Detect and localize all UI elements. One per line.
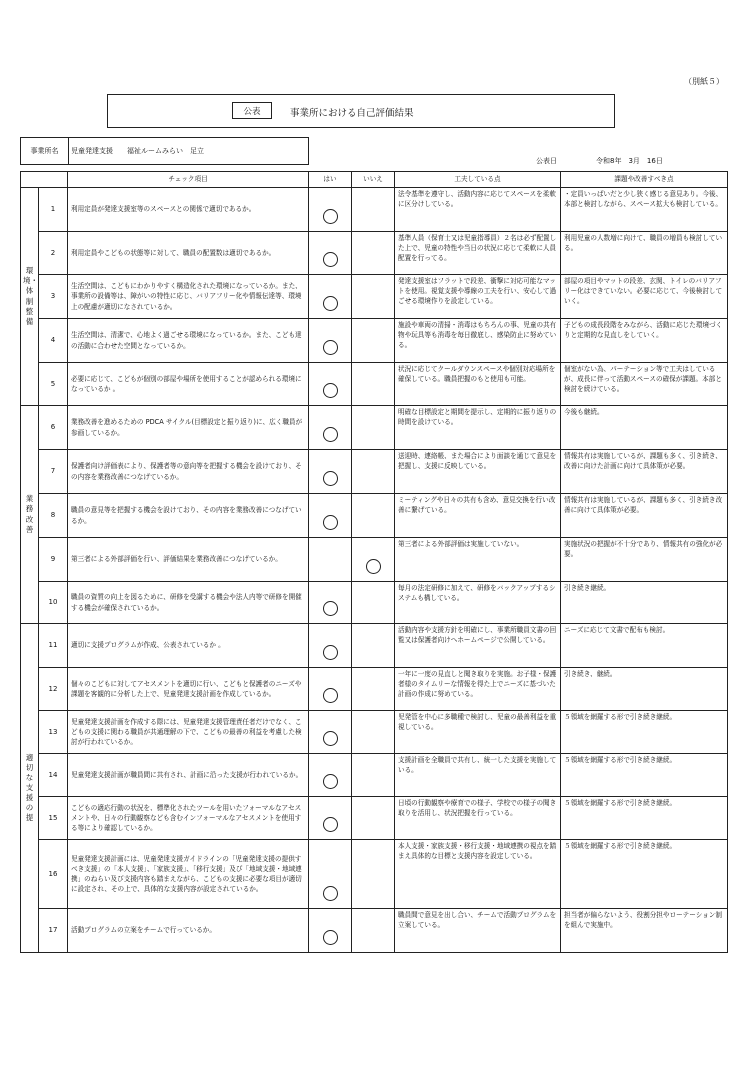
no-cell [352, 797, 395, 840]
effort-text: 日頃の行動観察や療育での様子、学校での様子の聞き取りを活用し、状況把握を行っている。 [395, 797, 561, 840]
category-label: 適切な支援の提 [21, 624, 39, 953]
office-box [20, 137, 309, 165]
row-number: 11 [39, 624, 68, 668]
circle-mark [323, 383, 338, 398]
yes-cell [309, 754, 352, 797]
no-cell [352, 582, 395, 624]
row-number: 15 [39, 797, 68, 840]
circle-mark [366, 559, 381, 574]
check-item: こどもの適応行動の状況を、標準化されたツールを用いたフォーマルなアセスメントや、日々の行動観察なども含むインフォーマルなアセスメントを使用する等により確認しているか。 [68, 797, 309, 840]
circle-mark [323, 731, 338, 746]
yes-cell [309, 624, 352, 668]
no-cell [352, 275, 395, 319]
table-row [21, 797, 728, 840]
check-item: 保護者向け評価表により、保護者等の意向等を把握する機会を設けており、その内容を業務改善につなげているか。 [68, 450, 309, 494]
effort-text: 毎月の法定研修に加えて、研修をバックアップするシステムも構している。 [395, 582, 561, 624]
effort-text: 一年に一度の見直しと聞き取りを実施。お子様・保護者様のタイムリーな情報を得た上でニーズに基づいた計画の作成に努めている。 [395, 668, 561, 711]
check-item: 児童発達支援計画を作成する際には、児童発達支援管理責任者だけでなく、こどもの支援に関わる職員が共通理解の下で、こどもの最善の利益を考慮した検討が行われているか。 [68, 711, 309, 754]
effort-text: 職員間で意見を出し合い、チームで活動プログラムを立案している。 [395, 909, 561, 953]
circle-mark [323, 688, 338, 703]
effort-text: 施設や車両の清掃・消毒はもちろんの事、児童の共有物や玩具等も消毒を毎日徹底し、感染防止に努めている。 [395, 319, 561, 363]
issue-text: 子どもの成長段階をみながら、活動に応じた環境づくりと定期的な見直しをしていく。 [561, 319, 728, 363]
table-row [21, 363, 728, 406]
effort-text: 基準人員（保育士又は児童指導員）２名は必ず配置した上で、児童の特性や当日の状況に応じて柔軟に人員配置を行ってる。 [395, 232, 561, 275]
row-number: 13 [39, 711, 68, 754]
circle-mark [323, 886, 338, 901]
effort-text: 送迎時、連絡帳、また場合により面談を通じて意見を把握し、支援に反映している。 [395, 450, 561, 494]
yes-cell [309, 494, 352, 538]
check-item: 活動プログラムの立案をチームで行っているか。 [68, 909, 309, 953]
check-item: 生活空間は、こどもにわかりやすく構造化された環境になっているか。また、事業所の設備等は、障がいの特性に応じ、バリアフリー化や情報伝達等、環境上の配慮が適切になされているか。 [68, 275, 309, 319]
issue-text: 情報共有は実施しているが、課題も多く、引き続き、改善に向けた計画に向けて具体策が必要。 [561, 450, 728, 494]
office-name: 児童発達支援 福祉ルームみらい 足立 [71, 147, 204, 155]
circle-mark [323, 471, 338, 486]
row-number: 6 [39, 406, 68, 450]
check-item: 業務改善を進めるための PDCA サイクル(目標設定と振り返り)に、広く職員が参画しているか。 [68, 406, 309, 450]
no-cell [352, 754, 395, 797]
effort-text: 支援計画を全職員で共有し、統一した支援を実施している。 [395, 754, 561, 797]
table-row [21, 319, 728, 363]
header-yes: はい [309, 172, 352, 188]
no-cell [352, 363, 395, 406]
row-number: 5 [39, 363, 68, 406]
row-number: 9 [39, 538, 68, 582]
header-item: チェック項目 [68, 172, 309, 188]
table-row [21, 909, 728, 953]
circle-mark [323, 252, 338, 267]
table-row [21, 840, 728, 909]
yes-cell [309, 840, 352, 909]
effort-text: 法令基準を遵守し、活動内容に応じてスペースを柔軟に区分けしている。 [395, 188, 561, 232]
table-row [21, 275, 728, 319]
row-number: 17 [39, 909, 68, 953]
issue-text: 今後も継続。 [561, 406, 728, 450]
row-number: 14 [39, 754, 68, 797]
check-item: 職員の意見等を把握する機会を設けており、その内容を業務改善につなげているか。 [68, 494, 309, 538]
no-cell [352, 668, 395, 711]
check-item: 利用定員が発達支援室等のスペースとの関係で適切であるか。 [68, 188, 309, 232]
circle-mark [323, 774, 338, 789]
effort-text: 本人支援・家族支援・移行支援・地域連携の視点を踏まえ具体的な目標と支援内容を設定している。 [395, 840, 561, 909]
table-row [21, 668, 728, 711]
header-blank [21, 172, 68, 188]
header-row [21, 172, 728, 188]
issue-text: 利用児童の人数増に向けて、職員の増員も検討している。 [561, 232, 728, 275]
publication-label: 公表日 [536, 157, 557, 165]
yes-cell [309, 909, 352, 953]
row-number: 8 [39, 494, 68, 538]
circle-mark [323, 645, 338, 660]
yes-cell [309, 319, 352, 363]
table-row [21, 754, 728, 797]
issue-text: 引き続き、継続。 [561, 668, 728, 711]
check-item: 児童発達支援計画には、児童発達支援ガイドラインの「児童発達支援の提供すべき支援」の「本人支援」、「家族支援」、「移行支援」及び「地域支援・地域連携」のねらい及び支援内容も踏まえながら、こどもの支援に必要な項目が適切に設定され、その上で、具体的な支援内容が設定されているか。 [68, 840, 309, 909]
row-number: 3 [39, 275, 68, 319]
check-item: 適切に支援プログラムが作成、公表されているか 。 [68, 624, 309, 668]
issue-text: 個室がない為、パーテーション等で工夫はしているが、成長に伴って活動スペースの確保が課題。本部と検討を続けている。 [561, 363, 728, 406]
yes-cell [309, 538, 352, 582]
table-row [21, 711, 728, 754]
effort-text: ミーティングや日々の共有も含め、意見交換を行い改善に繋げている。 [395, 494, 561, 538]
issue-text: ５領域を網羅する形で引き続き継続。 [561, 711, 728, 754]
table-row [21, 494, 728, 538]
no-cell [352, 319, 395, 363]
check-item: 第三者による外部評価を行い、評価結果を業務改善につなげているか。 [68, 538, 309, 582]
no-cell [352, 232, 395, 275]
issue-text: 情報共有は実施しているが、課題も多く、引き続き改善に向けて具体策が必要。 [561, 494, 728, 538]
effort-text: 発達支援室はフラットで段差、衝撃に対応可能なマットを使用。視覚支援や導線の工夫を行い、安心して過ごせる環境作りを設定している。 [395, 275, 561, 319]
table-row [21, 582, 728, 624]
check-item: 個々のこどもに対してアセスメントを適切に行い、こどもと保護者のニーズや課題を客観的に分析した上で、児童発達支援計画を作成しているか。 [68, 668, 309, 711]
circle-mark [323, 930, 338, 945]
circle-mark [323, 601, 338, 616]
effort-text: 状況に応じてクールダウンスペースや個別対応場所を確保している。職員把握のもと使用も可能。 [395, 363, 561, 406]
yes-cell [309, 582, 352, 624]
check-item: 利用定員やこどもの状態等に対して、職員の配置数は適切であるか。 [68, 232, 309, 275]
issue-text: ・定員いっぱいだと少し狭く感じる意見あり。今後、本部と検討しながら、スペース拡大も検討している。 [561, 188, 728, 232]
issue-text: 担当者が偏らないよう、役割分担やローテーション制を組んで実施中。 [561, 909, 728, 953]
effort-text: 児発管を中心に多職種で検討し、児童の最善利益を重視している。 [395, 711, 561, 754]
yes-cell [309, 711, 352, 754]
no-cell [352, 711, 395, 754]
circle-mark [323, 427, 338, 442]
row-number: 1 [39, 188, 68, 232]
publication-date: 令和8年 3月 16日 [596, 157, 663, 165]
issue-text: 引き続き継続。 [561, 582, 728, 624]
check-item: 職員の資質の向上を図るために、研修を受講する機会や法人内等で研修を開催する機会が確保されているか。 [68, 582, 309, 624]
check-item: 児童発達支援計画が職員間に共有され、計画に沿った支援が行われているか。 [68, 754, 309, 797]
no-cell [352, 494, 395, 538]
yes-cell [309, 797, 352, 840]
category-label: 業務改善 [21, 406, 39, 624]
issue-text: 部屋の項目やマットの段差、玄関、トイレのバリアフリー化はできていない。必要に応じて、今後検討していく。 [561, 275, 728, 319]
yes-cell [309, 450, 352, 494]
no-cell [352, 538, 395, 582]
header-no: いいえ [352, 172, 395, 188]
row-number: 10 [39, 582, 68, 624]
header-issue: 課題や改善すべき点 [561, 172, 728, 188]
circle-mark [323, 296, 338, 311]
yes-cell [309, 275, 352, 319]
table-row [21, 406, 728, 450]
yes-cell [309, 188, 352, 232]
no-cell [352, 450, 395, 494]
row-number: 7 [39, 450, 68, 494]
evaluation-table [20, 171, 728, 953]
issue-text: ニーズに応じて文書で配布も検討。 [561, 624, 728, 668]
issue-text: ５領域を網羅する形で引き続き継続。 [561, 754, 728, 797]
effort-text: 明確な目標設定と期間を提示し、定期的に振り返りの時間を設けている。 [395, 406, 561, 450]
issue-text: ５領域を網羅する形で引き続き継続。 [561, 797, 728, 840]
issue-text: ５領域を網羅する形で引き続き継続。 [561, 840, 728, 909]
row-number: 2 [39, 232, 68, 275]
no-cell [352, 840, 395, 909]
circle-mark [323, 209, 338, 224]
annex-label: （別紙５） [684, 77, 724, 86]
no-cell [352, 406, 395, 450]
check-item: 生活空間は、清潔で、心地よく過ごせる環境になっているか。また、こども達の活動に合わせた空間となっているか。 [68, 319, 309, 363]
title-box [107, 94, 615, 128]
effort-text: 第三者による外部評価は実施していない。 [395, 538, 561, 582]
category-label: 環境・体制整備 [21, 188, 39, 406]
circle-mark [323, 340, 338, 355]
table-row [21, 188, 728, 232]
row-number: 16 [39, 840, 68, 909]
table-row [21, 450, 728, 494]
public-label: 公表 [232, 102, 272, 119]
row-number: 4 [39, 319, 68, 363]
table-row [21, 232, 728, 275]
office-label: 事業所名 [21, 138, 69, 164]
effort-text: 活動内容や支援方針を明確にし、事業所職員文書の回覧又は保護者向けへホームページで公開している。 [395, 624, 561, 668]
yes-cell [309, 406, 352, 450]
table-row [21, 538, 728, 582]
yes-cell [309, 668, 352, 711]
table-row [21, 624, 728, 668]
page-title: 事業所における自己評価結果 [290, 108, 414, 119]
no-cell [352, 624, 395, 668]
header-effort: 工夫している点 [395, 172, 561, 188]
issue-text: 実施状況の把握が不十分であり、情報共有の強化が必要。 [561, 538, 728, 582]
circle-mark [323, 817, 338, 832]
no-cell [352, 188, 395, 232]
no-cell [352, 909, 395, 953]
check-item: 必要に応じて、こどもが個別の部屋や場所を使用することが認められる環境になっているか 。 [68, 363, 309, 406]
yes-cell [309, 363, 352, 406]
circle-mark [323, 515, 338, 530]
yes-cell [309, 232, 352, 275]
row-number: 12 [39, 668, 68, 711]
